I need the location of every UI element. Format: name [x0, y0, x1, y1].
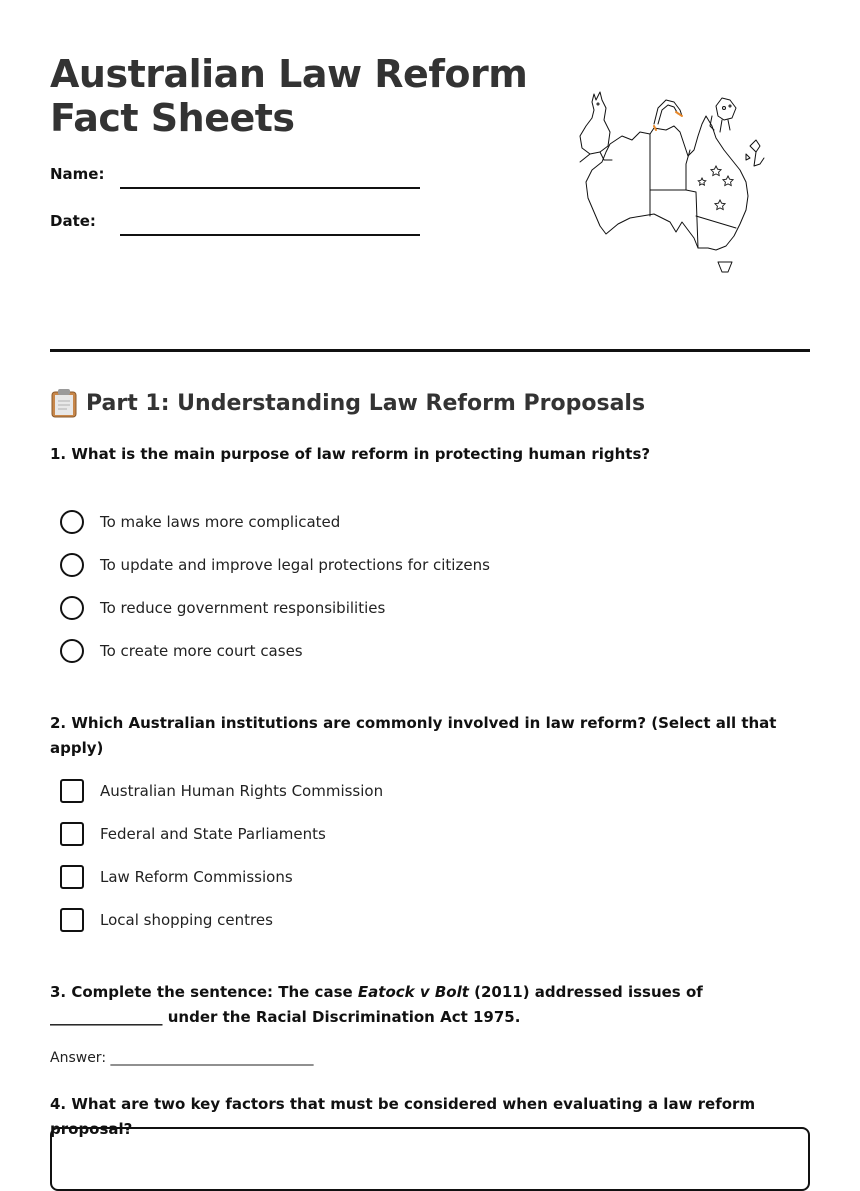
- q4-answer-box[interactable]: [50, 1127, 810, 1191]
- name-label: Name:: [50, 165, 105, 183]
- header-divider: [50, 349, 810, 352]
- q1-option-3[interactable]: [60, 596, 385, 620]
- q1-option-4[interactable]: [60, 639, 303, 663]
- q1-option-4-label: To create more court cases: [100, 642, 303, 660]
- checkbox[interactable]: [60, 865, 84, 889]
- checkbox[interactable]: [60, 822, 84, 846]
- checkbox[interactable]: [60, 779, 84, 803]
- section-1-title: Part 1: Understanding Law Reform Proposals: [86, 390, 646, 416]
- date-label: Date:: [50, 212, 96, 230]
- radio-button[interactable]: [60, 639, 84, 663]
- question-3-text: [50, 980, 810, 1030]
- name-field[interactable]: [120, 187, 420, 189]
- question-2-text: 2. Which Australian institutions are commonly involved in law reform? (Select all that apply): [50, 714, 777, 757]
- radio-button[interactable]: [60, 510, 84, 534]
- q1-option-2[interactable]: [60, 553, 490, 577]
- q1-option-3-label: To reduce government responsibilities: [100, 599, 386, 617]
- q2-option-1-label: Australian Human Rights Commission: [100, 782, 384, 800]
- q1-option-2-label: To update and improve legal protections for citizens: [100, 556, 490, 574]
- q3-answer-field[interactable]: Answer: _____________________________: [50, 1050, 314, 1066]
- q3-case-name: Eatock v Bolt: [357, 983, 469, 1001]
- q2-option-2[interactable]: [60, 822, 326, 846]
- q2-option-3[interactable]: [60, 865, 293, 889]
- question-4-text: 4. What are two key factors that must be considered when evaluating a law reform proposal?: [50, 1095, 756, 1138]
- title-line-1: Australian Law Reform: [50, 52, 528, 96]
- radio-button[interactable]: [60, 596, 84, 620]
- australia-map-illustration: [570, 86, 770, 278]
- worksheet-title: [50, 52, 527, 140]
- section-1-heading: [50, 388, 645, 418]
- q1-option-1[interactable]: [60, 510, 340, 534]
- q2-option-4[interactable]: [60, 908, 273, 932]
- q3-suffix: (2011) addressed issues of _______________ under the Racial Discrimination Act 1975.: [50, 983, 703, 1026]
- title-line-2: Fact Sheets: [50, 96, 295, 140]
- q2-option-2-label: Federal and State Parliaments: [100, 825, 326, 843]
- clipboard-icon: [50, 388, 78, 418]
- checkbox[interactable]: [60, 908, 84, 932]
- radio-button[interactable]: [60, 553, 84, 577]
- q2-option-4-label: Local shopping centres: [100, 911, 273, 929]
- q2-option-3-label: Law Reform Commissions: [100, 868, 293, 886]
- q1-option-1-label: To make laws more complicated: [100, 513, 341, 531]
- q3-prefix: 3. Complete the sentence: The case: [50, 983, 358, 1001]
- q2-option-1[interactable]: [60, 779, 383, 803]
- date-field[interactable]: [120, 234, 420, 236]
- question-1-text: 1. What is the main purpose of law reform in protecting human rights?: [50, 445, 651, 463]
